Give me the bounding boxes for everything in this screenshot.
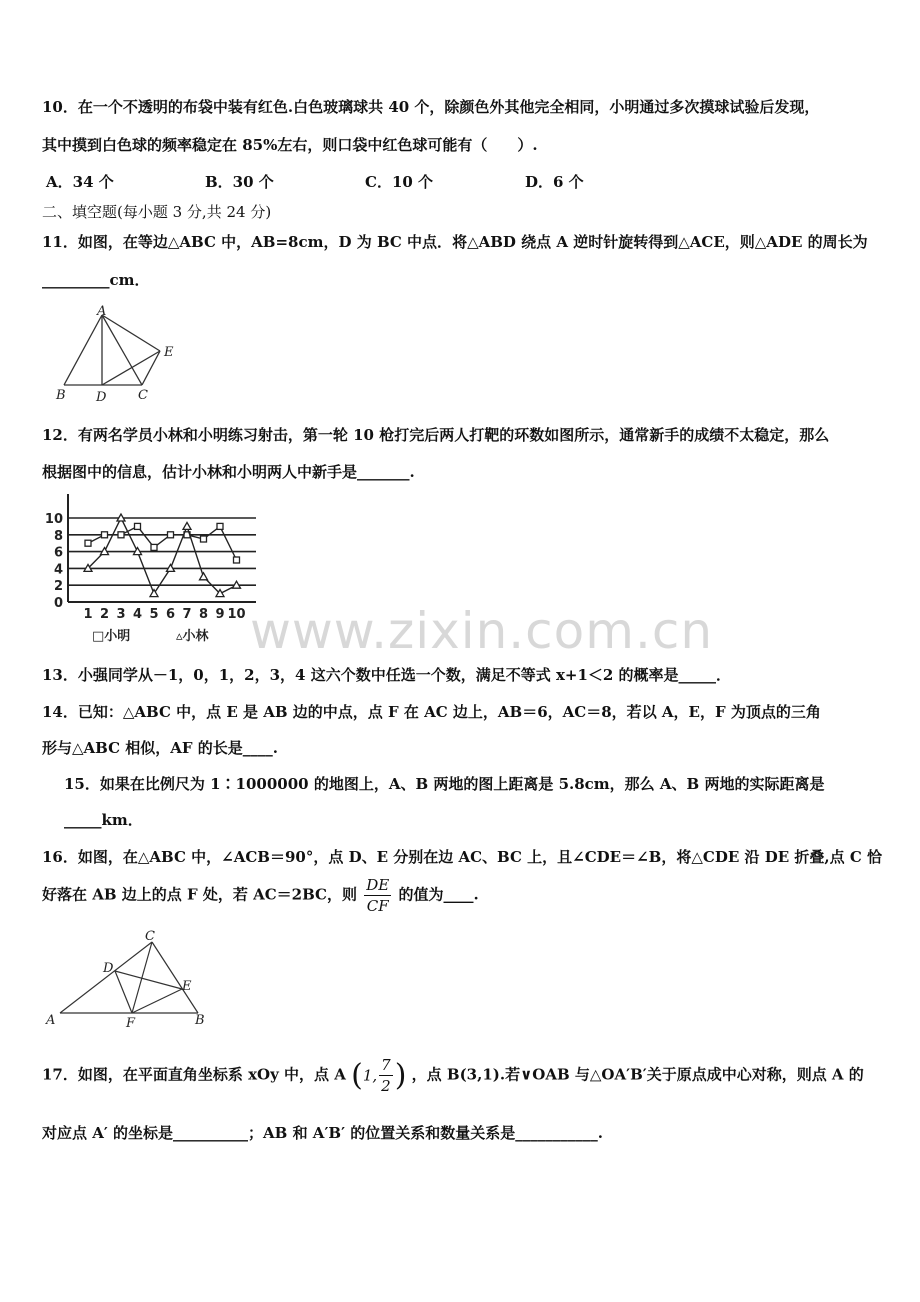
point-triangle [183,522,191,529]
point-square [118,532,124,538]
x-tick-label: 9 [215,607,225,622]
q12-line1: 12．有两名学员小林和小明练习射击，第一轮 10 枪打完后两人打靶的环数如图所示，通常新手的成绩不太稳定，那么 [42,426,830,444]
y-tick-label: 10 [44,512,63,527]
q11-label-b: B [56,388,66,403]
q16-line2-end: 的值为____. [398,885,479,904]
point-triangle [200,573,208,580]
y-tick-label: 6 [53,545,63,561]
point-square [168,532,174,538]
q10-option-d: D．6 个 [525,173,584,191]
q13-text: 13．小强同学从－1，0，1，2，3，4 这六个数中任选一个数，满足不等式 x+1＜2 的概率是_____． [42,666,732,684]
q16-label-d: D [103,961,114,976]
x-tick-label: 8 [198,607,209,622]
q17-point-a-num: 7 [381,1056,391,1074]
q16-line2-start: 好落在 AB 边上的点 F 处，若 AC＝2BC，则 [42,885,357,904]
point-square [85,540,91,546]
watermark: www.zixin.com.cn [250,602,714,660]
q16-line2 [42,875,479,916]
q11-label-c: C [138,388,148,403]
point-triangle [150,590,158,597]
q11-label-d: D [96,390,107,405]
point-square [217,523,223,529]
y-tick-label: 0 [53,596,63,611]
q12-line2: 根据图中的信息，估计小林和小明两人中新手是_______. [42,463,415,481]
q17-paren-left: ( [351,1058,363,1093]
x-tick-label: 2 [99,607,110,622]
q16-label-b: B [195,1013,205,1028]
y-tick-label: 8 [53,528,63,544]
q17-paren-right: ) [394,1058,407,1093]
q17-line1-end: ，点 B(3,1).若∨OAB 与△OA′B′关于原点成中心对称，则点 A 的 [411,1065,864,1084]
q16-line1: 16．如图，在△ABC 中，∠ACB＝90°，点 D、E 分别在边 AC、BC 上，且∠CDE＝∠B，将△CDE 沿 DE 折叠,点 C 恰 [42,848,882,866]
q17-line2: 对应点 A′ 的坐标是__________；AB 和 A′B′ 的位置关系和数量关系是___________. [42,1124,603,1142]
q17-point-a-x: 1, [362,1066,378,1085]
y-tick-label: 2 [53,579,63,595]
point-square [102,532,108,538]
q10-option-b: B．30 个 [205,173,274,191]
x-tick-label: 6 [165,607,176,622]
legend-entry: ▵小林 [176,629,209,644]
q10-line1: 10．在一个不透明的布袋中装有红色.白色玻璃球共 40 个，除颜色外其他完全相同，小明通过多次摸球试验后发现， [42,98,820,116]
q12-chart [44,490,264,650]
q16-label-f: F [126,1016,136,1031]
series-line-1 [88,518,237,594]
q11-label-a: A [97,305,107,319]
q14-line2: 形与△ABC 相似，AF 的长是____. [42,739,279,757]
section-heading: 二、填空题(每小题 3 分,共 24 分) [42,203,272,221]
q15-line2: _____km． [64,811,143,829]
x-tick-label: 7 [182,607,192,622]
q16-fraction [364,875,391,916]
q11-line2: _________cm． [42,271,150,289]
q16-label-a: A [46,1013,56,1028]
q10-option-a: A．34 个 [46,173,114,191]
y-tick-label: 4 [53,562,63,578]
q11-line1: 11．如图，在等边△ABC 中，AB=8cm，D 为 BC 中点．将△ABD 绕点 A 逆时针旋转得到△ACE，则△ADE 的周长为 [42,233,868,251]
q16-frac-num: DE [366,876,390,894]
q16-frac-den: CF [366,897,389,915]
q16-figure [40,928,220,1033]
q14-line1: 14．已知：△ABC 中，点 E 是 AB 边的中点，点 F 在 AC 边上，AB＝6，AC＝8，若以 A，E，F 为顶点的三角 [42,703,821,721]
x-tick-label: 3 [116,607,126,622]
q17-point-a-den: 2 [381,1077,391,1095]
q11-figure [52,305,192,405]
q11-label-e: E [164,345,174,360]
point-square [201,536,207,542]
x-tick-label: 4 [132,607,143,622]
q17-point-a-fraction [379,1055,393,1096]
point-square [151,544,157,550]
q15-line1: 15．如果在比例尺为 1∶1000000 的地图上，A、B 两地的图上距离是 5.8cm，那么 A、B 两地的实际距离是 [64,775,825,793]
q17-line1-start: 17．如图，在平面直角坐标系 xOy 中，点 A [42,1065,346,1084]
q10-option-c: C．10 个 [365,173,434,191]
q10-line2: 其中摸到白色球的频率稳定在 85%左右，则口袋中红色球可能有（ ）. [42,136,538,154]
q16-label-c: C [145,929,155,944]
x-tick-label: 10 [227,607,246,622]
q17-line1 [42,1055,864,1096]
x-tick-label: 1 [83,607,93,622]
series-line-0 [88,526,237,560]
point-square [135,523,141,529]
point-square [234,557,240,563]
q16-label-e: E [182,979,192,994]
legend-entry: □小明 [92,629,131,644]
x-tick-label: 5 [149,607,159,622]
